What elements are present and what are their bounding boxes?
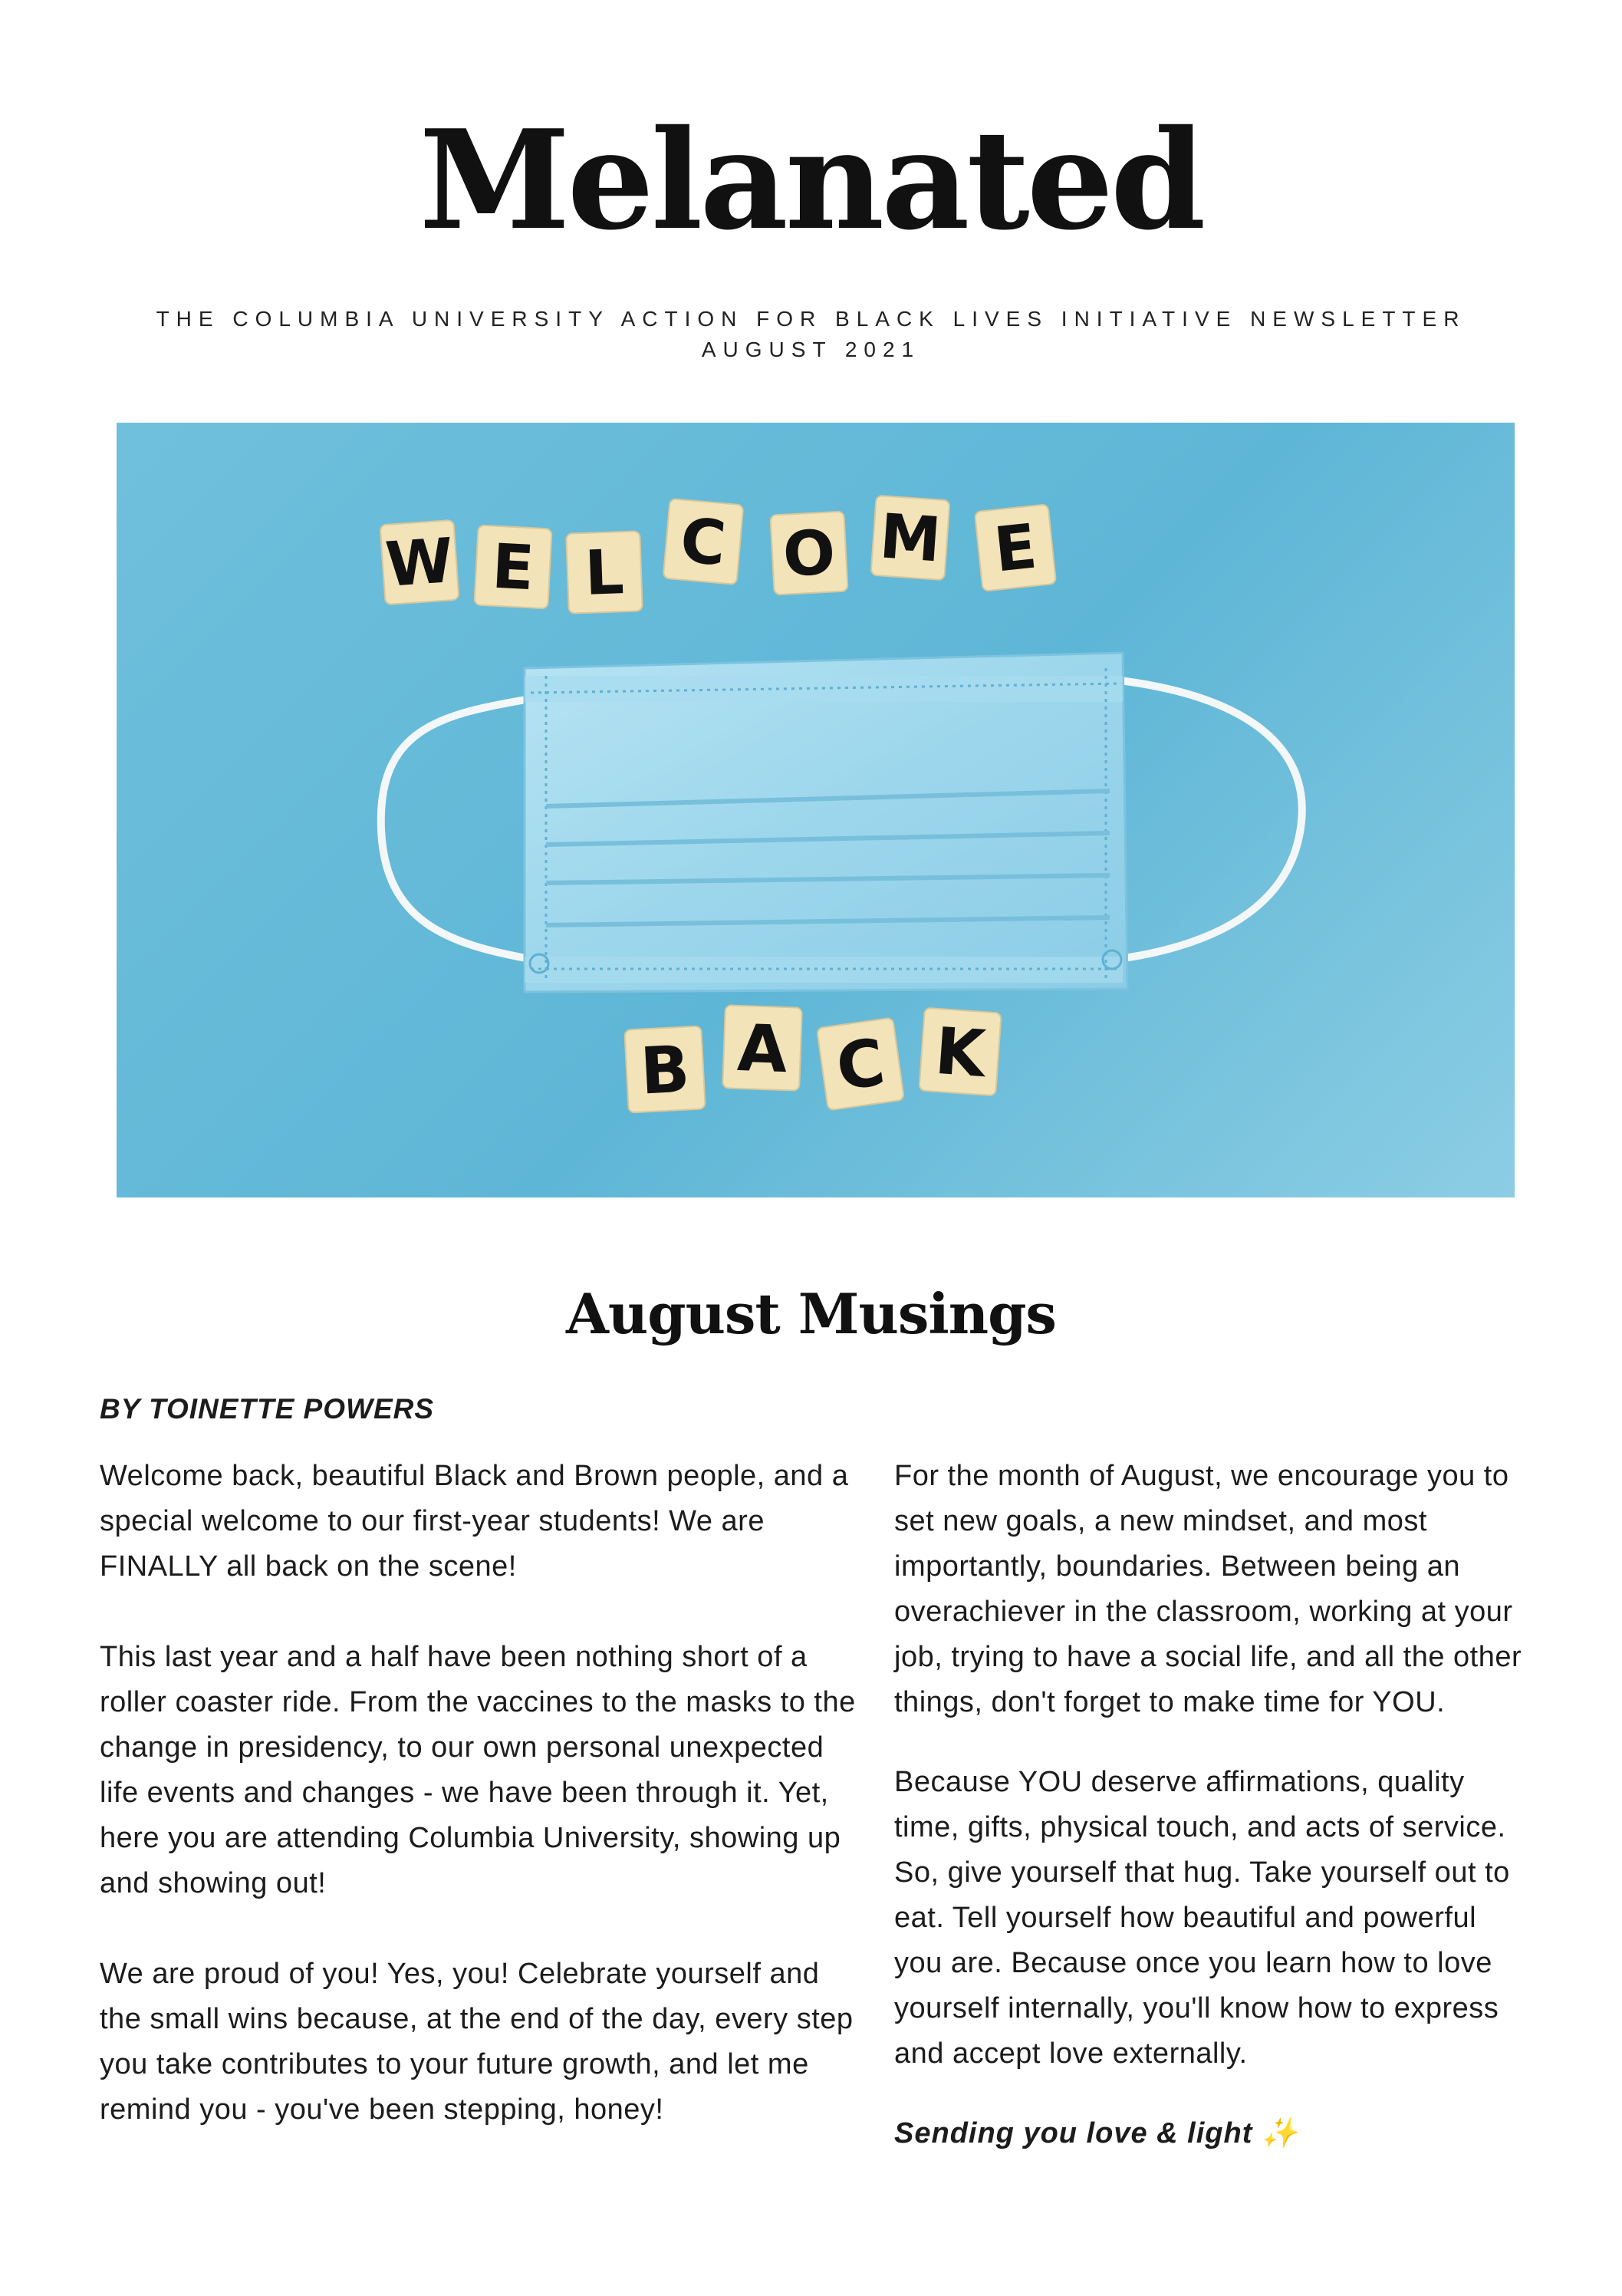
article-paragraph: For the month of August, we encourage you to set new goals, a new mindset, and most importantly, boundaries. Between being an overachiever in the classroom, working at your job, trying to have a social life, and all the other things, don't forget to make time for YOU.: [894, 1460, 1522, 1718]
tile-letter: B: [638, 1031, 692, 1109]
article-paragraph: This last year and a half have been nothing short of a roller coaster ride. From the vaccines to the masks to the change in presidency, to our own personal unexpected life events and changes - we have been through it. Yet, here you are attending Columbia University, showing up and showing out!: [100, 1641, 856, 1899]
welcome-tiles: [380, 496, 1056, 614]
article-title: August Musings: [566, 1281, 1056, 1346]
article-paragraph: Welcome back, beautiful Black and Brown people, and a special welcome to our first-year students! We are FINALLY all back on the scene!: [100, 1460, 849, 1583]
tile-letter: C: [677, 504, 729, 580]
face-mask: [525, 653, 1127, 992]
tile-letter: A: [735, 1010, 789, 1088]
tile-letter: W: [383, 525, 456, 601]
hero-image: [117, 423, 1515, 1197]
tile-letter: C: [831, 1024, 890, 1105]
newsletter-date: AUGUST 2021: [701, 338, 921, 361]
article-byline: BY TOINETTE POWERS: [100, 1393, 435, 1425]
tile-letter: E: [991, 510, 1041, 586]
tile-letter: K: [933, 1013, 988, 1092]
tile-letter: O: [781, 516, 837, 591]
article-paragraph: Because YOU deserve affirmations, quality time, gifts, physical touch, and acts of service. So, give yourself that hug. Take yourself out to eat. Tell yourself how beautiful and powerful you are. Because once you learn how to love yourself internally, you'll know how to express and accept love externally.: [894, 1766, 1510, 2070]
article-left-column: [100, 1454, 859, 2178]
mask-left-ear-loop: [381, 699, 535, 960]
tile-letter: M: [877, 500, 943, 576]
mask-right-ear-loop: [1114, 680, 1302, 960]
welcome-back-illustration: [117, 423, 1515, 1197]
article-paragraph: We are proud of you! Yes, you! Celebrate yourself and the small wins because, at the end of the day, every step you take contributes to your future growth, and let me remind you - you've been stepping, honey!: [100, 1958, 854, 2126]
newsletter-subtitle: THE COLUMBIA UNIVERSITY ACTION FOR BLACK LIVES INITIATIVE NEWSLETTER: [156, 307, 1466, 331]
newsletter-tagline: [0, 304, 1622, 365]
tile-letter: L: [583, 536, 626, 609]
back-tiles: [624, 1005, 1001, 1112]
newsletter-title: Melanated: [419, 100, 1203, 260]
article-right-column: [894, 1454, 1531, 2202]
tile-letter: E: [490, 530, 536, 604]
article-signoff: Sending you love & light ✨: [894, 2117, 1299, 2149]
